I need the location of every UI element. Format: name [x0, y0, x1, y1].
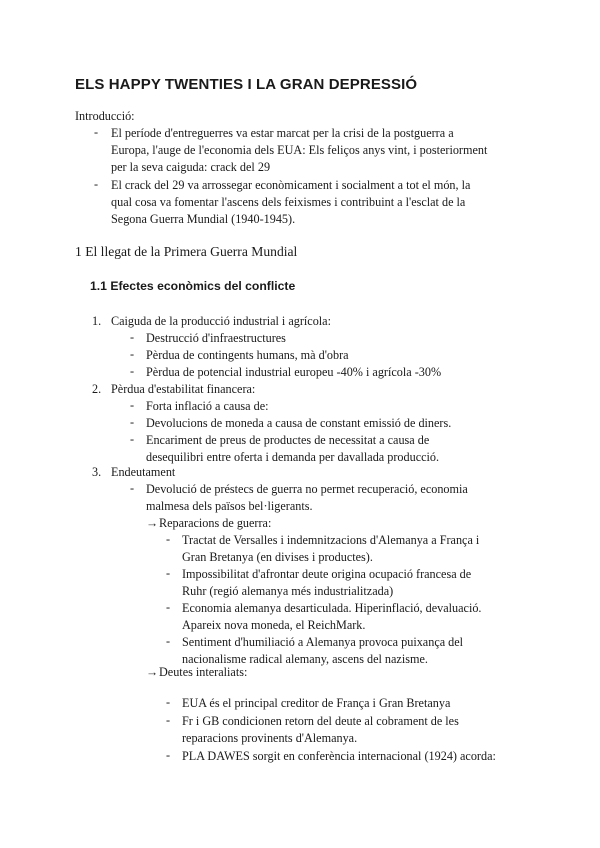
- dash-bullet: -: [130, 364, 135, 378]
- dash-bullet: -: [166, 600, 171, 614]
- list-item-2-sub-1: Forta inflació a causa de:: [146, 399, 269, 413]
- list-item-2-sub-3-line-2: desequilibri entre oferta i demanda per davallada producció.: [146, 450, 440, 464]
- deutes-item-3: PLA DAWES sorgit en conferència internacional (1924) acorda:: [182, 749, 496, 763]
- dash-bullet: -: [94, 125, 99, 139]
- deutes-item-2-line-1: Fr i GB condicionen retorn del deute al cobrament de les: [182, 714, 459, 728]
- reparacions-item-4-line-2: nacionalisme radical alemany, ascens del nazisme.: [182, 652, 428, 666]
- list-item-2-sub-3-line-1: Encariment de preus de productes de necessitat a causa de: [146, 433, 430, 447]
- dash-bullet: -: [166, 634, 171, 648]
- dash-bullet: -: [130, 432, 135, 446]
- dash-bullet: -: [130, 415, 135, 429]
- intro-bullet-2-line-2: qual cosa va fomentar l'ascens dels feixismes i contribuint a l'esclat de la: [111, 195, 466, 209]
- reparacions-item-2-line-2: Ruhr (regió alemanya més industrialitzada): [182, 584, 394, 598]
- list-item-3-sub-line-1: Devolució de préstecs de guerra no permet recuperació, economia: [146, 482, 468, 496]
- list-number-2: 2.: [92, 382, 102, 396]
- dash-bullet: -: [130, 398, 135, 412]
- reparacions-item-2-line-1: Impossibilitat d'afrontar deute origina ocupació francesa de: [182, 567, 472, 581]
- dash-bullet: -: [94, 177, 99, 191]
- list-item-1-label: Caiguda de la producció industrial i agrícola:: [111, 314, 331, 328]
- section-1-1-heading: 1.1 Efectes econòmics del conflicte: [90, 279, 296, 293]
- dash-bullet: -: [166, 695, 171, 709]
- reparacions-item-3-line-1: Economia alemanya desarticulada. Hiperinflació, devaluació.: [182, 601, 482, 615]
- dash-bullet: -: [166, 532, 171, 546]
- dash-bullet: -: [130, 347, 135, 361]
- reparacions-item-4-line-1: Sentiment d'humiliació a Alemanya provoca puixança del: [182, 635, 464, 649]
- list-item-3-label: Endeutament: [111, 465, 176, 479]
- list-item-1-sub-2: Pèrdua de contingents humans, mà d'obra: [146, 348, 349, 362]
- list-item-1-sub-1: Destrucció d'infraestructures: [146, 331, 286, 345]
- reparacions-label: Reparacions de guerra:: [159, 516, 272, 530]
- section-1-heading: 1 El llegat de la Primera Guerra Mundial: [75, 244, 298, 259]
- deutes-item-1: EUA és el principal creditor de França i Gran Bretanya: [182, 696, 451, 710]
- arrow-marker: →: [146, 516, 159, 530]
- intro-bullet-2-line-1: El crack del 29 va arrossegar econòmicament i socialment a tot el món, la: [111, 178, 471, 192]
- dash-bullet: -: [166, 748, 171, 762]
- arrow-marker: →: [146, 665, 159, 679]
- list-item-2-sub-2: Devolucions de moneda a causa de constant emissió de diners.: [146, 416, 452, 430]
- dash-bullet: -: [166, 713, 171, 727]
- dash-bullet: -: [130, 481, 135, 495]
- list-item-1-sub-3: Pèrdua de potencial industrial europeu -40% i agrícola -30%: [146, 365, 442, 379]
- document-title: ELS HAPPY TWENTIES I LA GRAN DEPRESSIÓ: [75, 76, 418, 93]
- deutes-item-2-line-2: reparacions provinents d'Alemanya.: [182, 731, 358, 745]
- dash-bullet: -: [130, 330, 135, 344]
- intro-label: Introducció:: [75, 109, 135, 123]
- intro-bullet-1-line-1: El període d'entreguerres va estar marcat per la crisi de la postguerra a: [111, 126, 454, 140]
- reparacions-item-3-line-2: Apareix nova moneda, el ReichMark.: [182, 618, 366, 632]
- intro-bullet-1-line-2: Europa, l'auge de l'economia dels EUA: Els feliços anys vint, i posteriorment: [111, 143, 488, 157]
- dash-bullet: -: [166, 566, 171, 580]
- list-item-2-label: Pèrdua d'estabilitat financera:: [111, 382, 256, 396]
- intro-bullet-1-line-3: per la seva caiguda: crack del 29: [111, 160, 271, 174]
- list-item-3-sub-line-2: malmesa dels països bel·ligerants.: [146, 499, 313, 513]
- reparacions-item-1-line-1: Tractat de Versalles i indemnitzacions d'Alemanya a França i: [182, 533, 480, 547]
- reparacions-item-1-line-2: Gran Bretanya (en divises i productes).: [182, 550, 373, 564]
- list-number-3: 3.: [92, 465, 102, 479]
- deutes-label: Deutes interaliats:: [159, 665, 248, 679]
- list-number-1: 1.: [92, 314, 102, 328]
- intro-bullet-2-line-3: Segona Guerra Mundial (1940-1945).: [111, 212, 296, 226]
